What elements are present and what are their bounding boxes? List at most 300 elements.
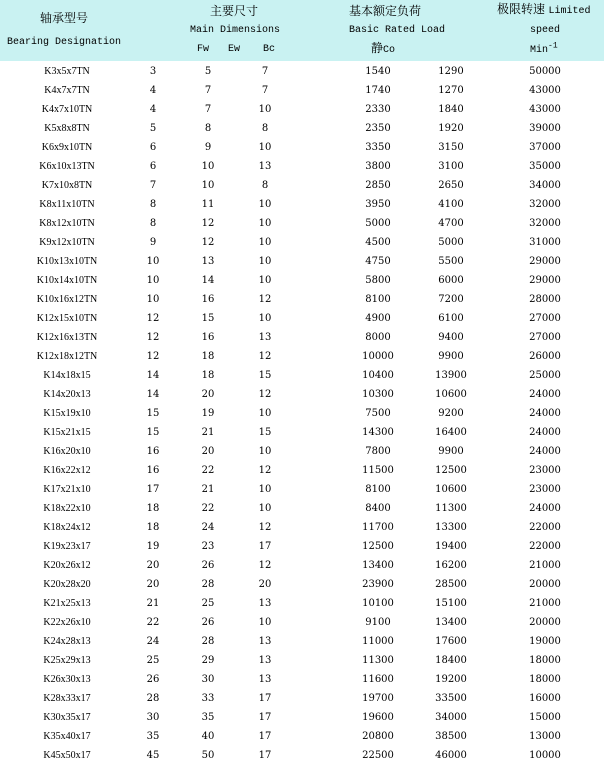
limited-speed-value: 24000 bbox=[529, 446, 561, 457]
fw-value: 35 bbox=[201, 712, 215, 723]
static-load-value: 34000 bbox=[435, 712, 467, 723]
static-load-value: 16200 bbox=[435, 560, 467, 571]
static-load-value: 17600 bbox=[435, 636, 467, 647]
d-value: 10 bbox=[146, 256, 160, 267]
bc-value: 17 bbox=[258, 731, 272, 742]
table-row bbox=[0, 233, 604, 252]
fw-value: 22 bbox=[201, 465, 215, 476]
table-row bbox=[0, 252, 604, 271]
static-load-value: 3150 bbox=[438, 142, 464, 153]
limited-speed-value: 24000 bbox=[529, 389, 561, 400]
fw-value: 18 bbox=[201, 370, 215, 381]
bearing-designation: K20x28x20 bbox=[43, 579, 91, 590]
fw-value: 30 bbox=[201, 674, 215, 685]
static-load-value: 19400 bbox=[435, 541, 467, 552]
dynamic-load-value: 1540 bbox=[365, 66, 391, 77]
dimensions-en-label: Main Dimensions bbox=[190, 25, 281, 36]
d-value: 24 bbox=[146, 636, 160, 647]
dynamic-load-value: 10000 bbox=[362, 351, 394, 362]
limited-speed-value: 29000 bbox=[529, 275, 561, 286]
d-value: 16 bbox=[146, 446, 160, 457]
limited-speed-value: 35000 bbox=[529, 161, 561, 172]
dynamic-load-value: 8100 bbox=[365, 484, 391, 495]
limited-speed-value: 22000 bbox=[529, 541, 561, 552]
load-cn-label: 基本额定负荷 bbox=[349, 4, 422, 18]
static-load-value: 5000 bbox=[438, 237, 464, 248]
limited-speed-value: 26000 bbox=[529, 351, 561, 362]
dynamic-load-value: 11500 bbox=[362, 465, 394, 476]
bc-value: 17 bbox=[258, 541, 272, 552]
static-load-co: Co bbox=[383, 45, 396, 56]
bc-value: 13 bbox=[258, 636, 272, 647]
d-value: 6 bbox=[149, 161, 157, 172]
table-row bbox=[0, 81, 604, 100]
bearing-designation: K10x13x10TN bbox=[36, 256, 98, 267]
limited-speed-value: 13000 bbox=[529, 731, 561, 742]
column-ew-label: Ew bbox=[228, 44, 241, 55]
fw-value: 13 bbox=[201, 256, 215, 267]
bearing-designation: K6x9x10TN bbox=[41, 142, 93, 153]
d-value: 25 bbox=[146, 655, 160, 666]
bc-value: 17 bbox=[258, 750, 272, 761]
dynamic-load-value: 8400 bbox=[365, 503, 391, 514]
speed-unit-label bbox=[530, 41, 558, 57]
dynamic-load-value: 10100 bbox=[362, 598, 394, 609]
d-value: 15 bbox=[146, 408, 160, 419]
bc-value: 20 bbox=[258, 579, 272, 590]
limited-speed-value: 29000 bbox=[529, 256, 561, 267]
table-row bbox=[0, 157, 604, 176]
bc-value: 12 bbox=[258, 522, 272, 533]
limited-speed-value: 15000 bbox=[529, 712, 561, 723]
d-value: 35 bbox=[146, 731, 160, 742]
bearing-designation: K17x21x10 bbox=[43, 484, 91, 495]
static-load-value: 16400 bbox=[435, 427, 467, 438]
table-row bbox=[0, 613, 604, 632]
speed-en-label-1: Limited bbox=[548, 6, 591, 17]
d-value: 30 bbox=[146, 712, 160, 723]
bearing-designation: K16x22x12 bbox=[43, 465, 91, 476]
static-load-label bbox=[371, 42, 395, 57]
table-row bbox=[0, 328, 604, 347]
table-header bbox=[0, 0, 604, 61]
limited-speed-value: 18000 bbox=[529, 674, 561, 685]
limited-speed-value: 18000 bbox=[529, 655, 561, 666]
bc-value: 12 bbox=[258, 560, 272, 571]
static-load-value: 28500 bbox=[435, 579, 467, 590]
static-load-value: 15100 bbox=[435, 598, 467, 609]
limited-speed-value: 21000 bbox=[529, 598, 561, 609]
dynamic-load-value: 11600 bbox=[362, 674, 394, 685]
fw-value: 22 bbox=[201, 503, 215, 514]
table-row bbox=[0, 689, 604, 708]
fw-value: 50 bbox=[201, 750, 215, 761]
table-row bbox=[0, 138, 604, 157]
limited-speed-value: 10000 bbox=[529, 750, 561, 761]
table-row bbox=[0, 119, 604, 138]
bearing-designation: K35x40x17 bbox=[43, 731, 91, 742]
bc-value: 7 bbox=[261, 66, 269, 77]
bearing-designation: K3x5x7TN bbox=[44, 66, 90, 77]
bearing-designation: K19x23x17 bbox=[43, 541, 91, 552]
d-value: 14 bbox=[146, 389, 160, 400]
speed-unit-base: Min bbox=[530, 45, 549, 56]
table-row bbox=[0, 442, 604, 461]
fw-value: 29 bbox=[201, 655, 215, 666]
fw-value: 23 bbox=[201, 541, 215, 552]
dynamic-load-value: 2330 bbox=[365, 104, 391, 115]
fw-value: 24 bbox=[201, 522, 215, 533]
fw-value: 28 bbox=[201, 636, 215, 647]
speed-cn-label: 极限转速 bbox=[497, 2, 546, 16]
limited-speed-value: 37000 bbox=[529, 142, 561, 153]
dynamic-load-value: 5000 bbox=[365, 218, 391, 229]
bc-value: 10 bbox=[258, 503, 272, 514]
table-row bbox=[0, 195, 604, 214]
d-value: 45 bbox=[146, 750, 160, 761]
bearing-designation: K9x12x10TN bbox=[39, 237, 95, 248]
fw-value: 10 bbox=[201, 180, 215, 191]
static-load-value: 9900 bbox=[438, 351, 464, 362]
dynamic-load-value: 23900 bbox=[362, 579, 394, 590]
fw-value: 19 bbox=[201, 408, 215, 419]
table-row bbox=[0, 62, 604, 81]
dynamic-load-value: 4750 bbox=[365, 256, 391, 267]
bc-value: 10 bbox=[258, 617, 272, 628]
fw-value: 26 bbox=[201, 617, 215, 628]
bc-value: 15 bbox=[258, 370, 272, 381]
bc-value: 12 bbox=[258, 294, 272, 305]
table-row bbox=[0, 727, 604, 746]
static-load-value: 1920 bbox=[438, 123, 464, 134]
static-load-value: 38500 bbox=[435, 731, 467, 742]
table-row bbox=[0, 385, 604, 404]
table-row bbox=[0, 499, 604, 518]
bearing-designation: K10x16x12TN bbox=[36, 294, 98, 305]
dynamic-load-value: 11700 bbox=[362, 522, 394, 533]
dynamic-load-value: 20800 bbox=[362, 731, 394, 742]
dynamic-load-value: 19600 bbox=[362, 712, 394, 723]
table-row bbox=[0, 309, 604, 328]
static-load-value: 9200 bbox=[438, 408, 464, 419]
d-value: 26 bbox=[146, 674, 160, 685]
d-value: 5 bbox=[149, 123, 157, 134]
dynamic-load-value: 10300 bbox=[362, 389, 394, 400]
static-load-value: 6100 bbox=[438, 313, 464, 324]
d-value: 6 bbox=[149, 142, 157, 153]
bc-value: 10 bbox=[258, 104, 272, 115]
static-load-value: 6000 bbox=[438, 275, 464, 286]
bearing-designation: K45x50x17 bbox=[43, 750, 91, 761]
d-value: 18 bbox=[146, 503, 160, 514]
bc-value: 10 bbox=[258, 142, 272, 153]
bc-value: 10 bbox=[258, 199, 272, 210]
dynamic-load-value: 22500 bbox=[362, 750, 394, 761]
limited-speed-value: 25000 bbox=[529, 370, 561, 381]
d-value: 14 bbox=[146, 370, 160, 381]
bc-value: 13 bbox=[258, 674, 272, 685]
dynamic-load-value: 8100 bbox=[365, 294, 391, 305]
fw-value: 21 bbox=[201, 427, 215, 438]
table-row bbox=[0, 176, 604, 195]
d-value: 28 bbox=[146, 693, 160, 704]
bc-value: 10 bbox=[258, 408, 272, 419]
bc-value: 7 bbox=[261, 85, 269, 96]
bearing-designation: K7x10x8TN bbox=[41, 180, 93, 191]
limited-speed-value: 19000 bbox=[529, 636, 561, 647]
dynamic-load-value: 13400 bbox=[362, 560, 394, 571]
load-en-label: Basic Rated Load bbox=[349, 25, 446, 36]
d-value: 10 bbox=[146, 275, 160, 286]
d-value: 12 bbox=[146, 332, 160, 343]
bc-value: 10 bbox=[258, 275, 272, 286]
limited-speed-value: 50000 bbox=[529, 66, 561, 77]
table-row bbox=[0, 556, 604, 575]
bearing-designation: K14x20x13 bbox=[43, 389, 91, 400]
d-value: 10 bbox=[146, 294, 160, 305]
static-load-value: 10600 bbox=[435, 484, 467, 495]
static-load-value: 11300 bbox=[435, 503, 467, 514]
bc-value: 10 bbox=[258, 218, 272, 229]
fw-value: 28 bbox=[201, 579, 215, 590]
static-load-value: 19200 bbox=[435, 674, 467, 685]
fw-value: 15 bbox=[201, 313, 215, 324]
limited-speed-value: 31000 bbox=[529, 237, 561, 248]
d-value: 12 bbox=[146, 351, 160, 362]
dimensions-cn-label: 主要尺寸 bbox=[210, 4, 259, 18]
fw-value: 5 bbox=[204, 66, 212, 77]
d-value: 15 bbox=[146, 427, 160, 438]
bearing-designation: K26x30x13 bbox=[43, 674, 91, 685]
limited-speed-value: 23000 bbox=[529, 484, 561, 495]
table-row bbox=[0, 271, 604, 290]
bearing-designation: K10x14x10TN bbox=[36, 275, 98, 286]
fw-value: 20 bbox=[201, 446, 215, 457]
static-load-value: 4100 bbox=[438, 199, 464, 210]
table-row bbox=[0, 404, 604, 423]
dynamic-load-value: 3950 bbox=[365, 199, 391, 210]
bearing-designation: K14x18x15 bbox=[43, 370, 91, 381]
dynamic-load-value: 2350 bbox=[365, 123, 391, 134]
d-value: 19 bbox=[146, 541, 160, 552]
fw-value: 10 bbox=[201, 161, 215, 172]
table-row bbox=[0, 290, 604, 309]
fw-value: 8 bbox=[204, 123, 212, 134]
dynamic-load-value: 19700 bbox=[362, 693, 394, 704]
bearing-designation: K5x8x8TN bbox=[44, 123, 90, 134]
dynamic-load-value: 12500 bbox=[362, 541, 394, 552]
fw-value: 16 bbox=[201, 332, 215, 343]
bearing-designation: K15x21x15 bbox=[43, 427, 91, 438]
dynamic-load-value: 4900 bbox=[365, 313, 391, 324]
limited-speed-value: 22000 bbox=[529, 522, 561, 533]
bc-value: 12 bbox=[258, 465, 272, 476]
static-load-value: 13400 bbox=[435, 617, 467, 628]
d-value: 9 bbox=[149, 237, 157, 248]
table-row bbox=[0, 746, 604, 765]
fw-value: 11 bbox=[201, 199, 215, 210]
limited-speed-value: 20000 bbox=[529, 579, 561, 590]
limited-speed-value: 21000 bbox=[529, 560, 561, 571]
bc-value: 10 bbox=[258, 237, 272, 248]
static-load-value: 5500 bbox=[438, 256, 464, 267]
table-row bbox=[0, 347, 604, 366]
bc-value: 8 bbox=[261, 180, 269, 191]
table-row bbox=[0, 670, 604, 689]
dynamic-load-value: 3800 bbox=[365, 161, 391, 172]
bearing-designation: K8x12x10TN bbox=[39, 218, 95, 229]
column-fw-label: Fw bbox=[197, 44, 210, 55]
dynamic-load-value: 11000 bbox=[362, 636, 394, 647]
fw-value: 9 bbox=[204, 142, 212, 153]
dynamic-load-value: 7500 bbox=[365, 408, 391, 419]
dynamic-load-value: 9100 bbox=[365, 617, 391, 628]
table-row bbox=[0, 480, 604, 499]
d-value: 22 bbox=[146, 617, 160, 628]
static-load-cn: 静 bbox=[371, 41, 384, 55]
d-value: 20 bbox=[146, 579, 160, 590]
d-value: 3 bbox=[149, 66, 157, 77]
dynamic-load-value: 1740 bbox=[365, 85, 391, 96]
table-row bbox=[0, 537, 604, 556]
bc-value: 13 bbox=[258, 161, 272, 172]
bearing-designation: K8x11x10TN bbox=[39, 199, 95, 210]
fw-value: 16 bbox=[201, 294, 215, 305]
static-load-value: 9400 bbox=[438, 332, 464, 343]
static-load-value: 1270 bbox=[438, 85, 464, 96]
bearing-designation: K12x15x10TN bbox=[36, 313, 98, 324]
table-row bbox=[0, 594, 604, 613]
bearing-designation: K25x29x13 bbox=[43, 655, 91, 666]
limited-speed-value: 39000 bbox=[529, 123, 561, 134]
fw-value: 20 bbox=[201, 389, 215, 400]
d-value: 18 bbox=[146, 522, 160, 533]
limited-speed-value: 24000 bbox=[529, 427, 561, 438]
static-load-value: 7200 bbox=[438, 294, 464, 305]
dynamic-load-value: 10400 bbox=[362, 370, 394, 381]
bearing-designation: K15x19x10 bbox=[43, 408, 91, 419]
bearing-designation: K20x26x12 bbox=[43, 560, 91, 571]
table-row bbox=[0, 518, 604, 537]
fw-value: 7 bbox=[204, 85, 212, 96]
limited-speed-value: 27000 bbox=[529, 332, 561, 343]
limited-speed-value: 27000 bbox=[529, 313, 561, 324]
limited-speed-value: 32000 bbox=[529, 218, 561, 229]
bc-value: 15 bbox=[258, 427, 272, 438]
bearing-designation: K16x20x10 bbox=[43, 446, 91, 457]
fw-value: 12 bbox=[201, 218, 215, 229]
bearing-designation: K24x28x13 bbox=[43, 636, 91, 647]
table-row bbox=[0, 461, 604, 480]
d-value: 8 bbox=[149, 218, 157, 229]
static-load-value: 3100 bbox=[438, 161, 464, 172]
bearing-designation: K18x22x10 bbox=[43, 503, 91, 514]
designation-en-label: Bearing Designation bbox=[7, 37, 122, 48]
limited-speed-value: 23000 bbox=[529, 465, 561, 476]
bearing-designation: K22x26x10 bbox=[43, 617, 91, 628]
table-row bbox=[0, 651, 604, 670]
static-load-value: 1290 bbox=[438, 66, 464, 77]
bearing-designation: K4x7x7TN bbox=[44, 85, 90, 96]
bc-value: 13 bbox=[258, 332, 272, 343]
fw-value: 26 bbox=[201, 560, 215, 571]
static-load-value: 13900 bbox=[435, 370, 467, 381]
table-body bbox=[0, 62, 604, 765]
bearing-designation: K12x16x13TN bbox=[36, 332, 98, 343]
bc-value: 10 bbox=[258, 484, 272, 495]
static-load-value: 9900 bbox=[438, 446, 464, 457]
dynamic-load-value: 5800 bbox=[365, 275, 391, 286]
limited-speed-value: 28000 bbox=[529, 294, 561, 305]
d-value: 7 bbox=[149, 180, 157, 191]
fw-value: 7 bbox=[204, 104, 212, 115]
table-row bbox=[0, 575, 604, 594]
bearing-designation: K18x24x12 bbox=[43, 522, 91, 533]
fw-value: 18 bbox=[201, 351, 215, 362]
table-row bbox=[0, 632, 604, 651]
bc-value: 8 bbox=[261, 123, 269, 134]
static-load-value: 33500 bbox=[435, 693, 467, 704]
fw-value: 12 bbox=[201, 237, 215, 248]
fw-value: 33 bbox=[201, 693, 215, 704]
static-load-value: 10600 bbox=[435, 389, 467, 400]
fw-value: 21 bbox=[201, 484, 215, 495]
fw-value: 25 bbox=[201, 598, 215, 609]
limited-speed-value: 43000 bbox=[529, 104, 561, 115]
bc-value: 12 bbox=[258, 389, 272, 400]
static-load-value: 13300 bbox=[435, 522, 467, 533]
dynamic-load-value: 11300 bbox=[362, 655, 394, 666]
static-load-value: 4700 bbox=[438, 218, 464, 229]
limited-speed-value: 34000 bbox=[529, 180, 561, 191]
speed-unit-exponent: -1 bbox=[548, 41, 558, 51]
fw-value: 40 bbox=[201, 731, 215, 742]
bc-value: 13 bbox=[258, 598, 272, 609]
bc-value: 10 bbox=[258, 313, 272, 324]
bc-value: 10 bbox=[258, 446, 272, 457]
bc-value: 13 bbox=[258, 655, 272, 666]
dynamic-load-value: 4500 bbox=[365, 237, 391, 248]
static-load-value: 2650 bbox=[438, 180, 464, 191]
designation-cn-label: 轴承型号 bbox=[40, 11, 89, 25]
static-load-value: 46000 bbox=[435, 750, 467, 761]
bc-value: 17 bbox=[258, 693, 272, 704]
limited-speed-value: 16000 bbox=[529, 693, 561, 704]
column-bc-label: Bc bbox=[263, 44, 276, 55]
limited-speed-value: 24000 bbox=[529, 503, 561, 514]
d-value: 4 bbox=[149, 104, 157, 115]
d-value: 17 bbox=[146, 484, 160, 495]
dynamic-load-value: 14300 bbox=[362, 427, 394, 438]
speed-title bbox=[497, 3, 591, 18]
table-row bbox=[0, 708, 604, 727]
table-row bbox=[0, 423, 604, 442]
d-value: 16 bbox=[146, 465, 160, 476]
speed-en-label-2: speed bbox=[530, 25, 561, 36]
limited-speed-value: 24000 bbox=[529, 408, 561, 419]
d-value: 4 bbox=[149, 85, 157, 96]
limited-speed-value: 20000 bbox=[529, 617, 561, 628]
table-row bbox=[0, 366, 604, 385]
bc-value: 10 bbox=[258, 256, 272, 267]
bearing-designation: K12x18x12TN bbox=[36, 351, 98, 362]
static-load-value: 1840 bbox=[438, 104, 464, 115]
dynamic-load-value: 8000 bbox=[365, 332, 391, 343]
dynamic-load-value: 7800 bbox=[365, 446, 391, 457]
d-value: 12 bbox=[146, 313, 160, 324]
bearing-designation: K21x25x13 bbox=[43, 598, 91, 609]
dynamic-load-value: 3350 bbox=[365, 142, 391, 153]
